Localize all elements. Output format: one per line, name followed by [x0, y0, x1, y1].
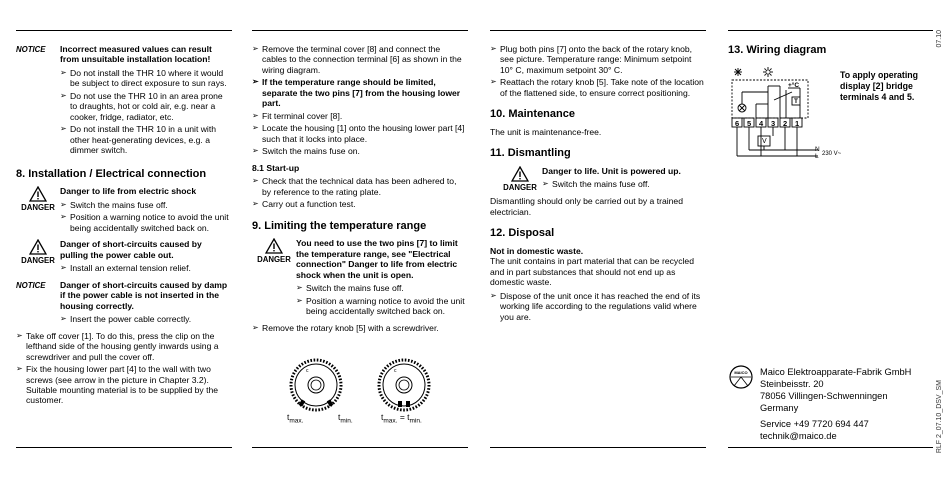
side-date: 07.10 — [936, 30, 943, 48]
list-item: ➢ Insert the power cable correctly. — [60, 314, 230, 324]
l-label: L — [815, 153, 819, 160]
street: Steinbeisstr. 20 — [760, 379, 824, 390]
section-11-title: 11. Dismantling — [490, 147, 571, 160]
disposal-text: The unit contains in part material that can be recycled and in part substances that should not end up as domestic waste. — [490, 256, 694, 288]
warning-triangle-icon — [29, 186, 47, 202]
svg-text:c: c — [306, 368, 309, 374]
logo-text: MAICO — [734, 370, 748, 375]
tmin-label: $t_{min.}$ — [338, 412, 353, 425]
plus-c-label: +°C — [788, 82, 800, 89]
danger-short-circuit — [16, 239, 230, 275]
list-item: ➢ Remove the terminal cover [8] and connect the cables to the connection terminal [6] as shown in the wiring diagram. — [252, 44, 466, 75]
svg-text:c: c — [394, 368, 397, 374]
section-13-title: 13. Wiring diagram — [728, 44, 827, 56]
list-item: ➢ Check that the technical data has been adhered to, by reference to the rating plate. — [252, 176, 466, 197]
list-item: ➢ Install an external tension relief. — [60, 263, 230, 273]
section-12-title: 12. Disposal — [490, 227, 555, 240]
notice-label: NOTICE — [16, 280, 46, 290]
volt-label: 230 V~ — [822, 151, 842, 157]
list-item: ➢ Take off cover [1]. To do this, press the clip on the lefthand side of the housing gently inwards using a screwdriver and pull the cover off. — [16, 331, 230, 362]
notice-unsuitable-location — [16, 44, 230, 158]
notice-title: Danger of short-circuits caused by damp if the power cable is not inserted in the housing correctly. — [60, 279, 228, 311]
maintenance-text: The unit is maintenance-free. — [490, 126, 602, 137]
danger-label: DANGER — [257, 255, 291, 265]
terminal-6: 6 — [735, 119, 740, 128]
top-rule-3 — [490, 30, 706, 31]
section-8-title: 8. Installation / Electrical connection — [16, 167, 207, 180]
column-3 — [490, 44, 704, 324]
list-item: ➢ Locate the housing [1] onto the housing lower part [4] such that it locks into place. — [252, 123, 466, 144]
notice-title: Incorrect measured values can result from unsuitable installation location! — [60, 44, 212, 65]
list-item: ➢ Fix the housing lower part [4] to the wall with two screws (see arrow in the picture in Chapter 3.2). Suitable mounting material is to be supplied by the customer. — [16, 364, 230, 406]
column-2 — [252, 44, 466, 335]
list-item: ➢ Do not use the THR 10 in an area prone to draughts, hot or cold air, e.g. near a cooker, fridge, radiator, etc. — [60, 91, 230, 122]
danger-title: You need to use the two pins [7] to limit the temperature range, see "Electrical connection" Danger to life from electric shock when the unit is open. — [296, 238, 458, 280]
sun-icon — [763, 67, 773, 77]
list-item: ➢ Switch the mains fuse off. — [60, 200, 230, 210]
notice-damp — [16, 280, 230, 327]
list-item: ➢ If the temperature range should be limited, separate the two pins [7] from the housing lower part. — [252, 77, 466, 108]
section-10-title: 10. Maintenance — [490, 108, 575, 121]
terminal-5: 5 — [747, 119, 752, 128]
danger-label: DANGER — [503, 182, 537, 192]
danger-title: Danger to life from electric shock — [60, 186, 197, 197]
terminal-1: 1 — [795, 119, 800, 128]
danger-label: DANGER — [21, 256, 55, 266]
tmax-equals-tmin-label: $t_{max.} = t_{min.}$ — [381, 412, 422, 425]
diagram-note: To apply operating display [2] bridge terminals 4 and 5. — [840, 70, 919, 102]
rotary-knob-figure-2 — [372, 358, 436, 412]
list-item: ➢ Position a warning notice to avoid the unit being accidentally switched back on. — [60, 212, 230, 233]
country: Germany — [760, 403, 799, 414]
notice-label: NOTICE — [16, 45, 46, 54]
bottom-rule-1 — [16, 447, 232, 448]
terminal-2: 2 — [783, 119, 788, 128]
danger-limit-range — [252, 238, 466, 318]
service-phone: Service +49 7720 694 447 — [760, 419, 869, 430]
danger-title: Danger of short-circuits caused by pulling the power cable out. — [60, 239, 202, 260]
startup-title: 8.1 Start-up — [252, 162, 300, 173]
warning-triangle-icon — [511, 166, 529, 182]
bottom-rule-3 — [490, 447, 706, 448]
list-item: ➢ Carry out a function test. — [252, 199, 466, 209]
section-9-title: 9. Limiting the temperature range — [252, 219, 427, 232]
n-label: N — [815, 146, 820, 153]
column-4 — [728, 44, 933, 62]
company-name: Maico Elektroapparate-Fabrik GmbH — [760, 367, 912, 377]
terminal-labels — [732, 119, 812, 129]
city: 78056 Villingen-Schwenningen — [760, 391, 888, 402]
column-1 — [16, 44, 230, 408]
list-item: ➢ Plug both pins [7] onto the back of the rotary knob, see picture. Temperature range: Minimum setpoint 10° C, maximum setpoint 30° C. — [490, 44, 704, 75]
danger-title: Danger to life. Unit is powered up. — [542, 165, 681, 176]
snowflake-icon — [734, 68, 742, 76]
email: technik@maico.de — [760, 431, 837, 442]
tmax-label: $t_{max.}$ — [287, 412, 304, 425]
rotary-knob-figure-1 — [284, 358, 348, 412]
maico-logo — [728, 364, 754, 390]
list-item: ➢ Position a warning notice to avoid the unit being accidentally switched back on. — [296, 296, 466, 317]
t-label: T — [794, 98, 798, 105]
top-rule-2 — [252, 30, 468, 31]
terminal-4: 4 — [759, 119, 764, 128]
warning-triangle-icon — [265, 238, 283, 254]
v-label: V — [762, 138, 767, 145]
list-item: ➢ Switch the mains fuse off. — [296, 283, 466, 293]
list-item: ➢ Switch the mains fuse on. — [252, 146, 466, 156]
contact-block — [760, 366, 932, 442]
list-item: ➢ Dispose of the unit once it has reached the end of its working life according to the regulations valid where you are. — [490, 291, 704, 322]
top-rule-1 — [16, 30, 232, 31]
list-item: ➢ Switch the mains fuse off. — [542, 179, 704, 189]
top-rule-4 — [728, 30, 933, 31]
danger-label: DANGER — [21, 203, 55, 213]
danger-dismantling — [498, 166, 704, 193]
side-doc-code: RLF 2_07.10_DSV_SM — [936, 380, 943, 454]
list-item: ➢ Remove the rotary knob [5] with a screwdriver. — [252, 323, 466, 333]
terminal-3: 3 — [771, 119, 776, 128]
disposal-bold: Not in domestic waste. — [490, 245, 584, 256]
danger-electric-shock — [16, 186, 230, 235]
list-item: ➢ Do not install the THR 10 in a unit with other heat-generating devices, e.g. a dimmer switch. — [60, 124, 230, 155]
dismantle-text: Dismantling should only be carried out by a trained electrician. — [490, 196, 683, 217]
list-item: ➢ Fit terminal cover [8]. — [252, 111, 466, 121]
list-item: ➢ Do not install the THR 10 where it would be subject to direct exposure to sun rays. — [60, 68, 230, 89]
bottom-rule-2 — [252, 447, 468, 448]
bottom-rule-4 — [728, 447, 933, 448]
warning-triangle-icon — [29, 239, 47, 255]
list-item: ➢ Reattach the rotary knob [5]. Take note of the location of the flattened side, to ensure correct positioning. — [490, 77, 704, 98]
